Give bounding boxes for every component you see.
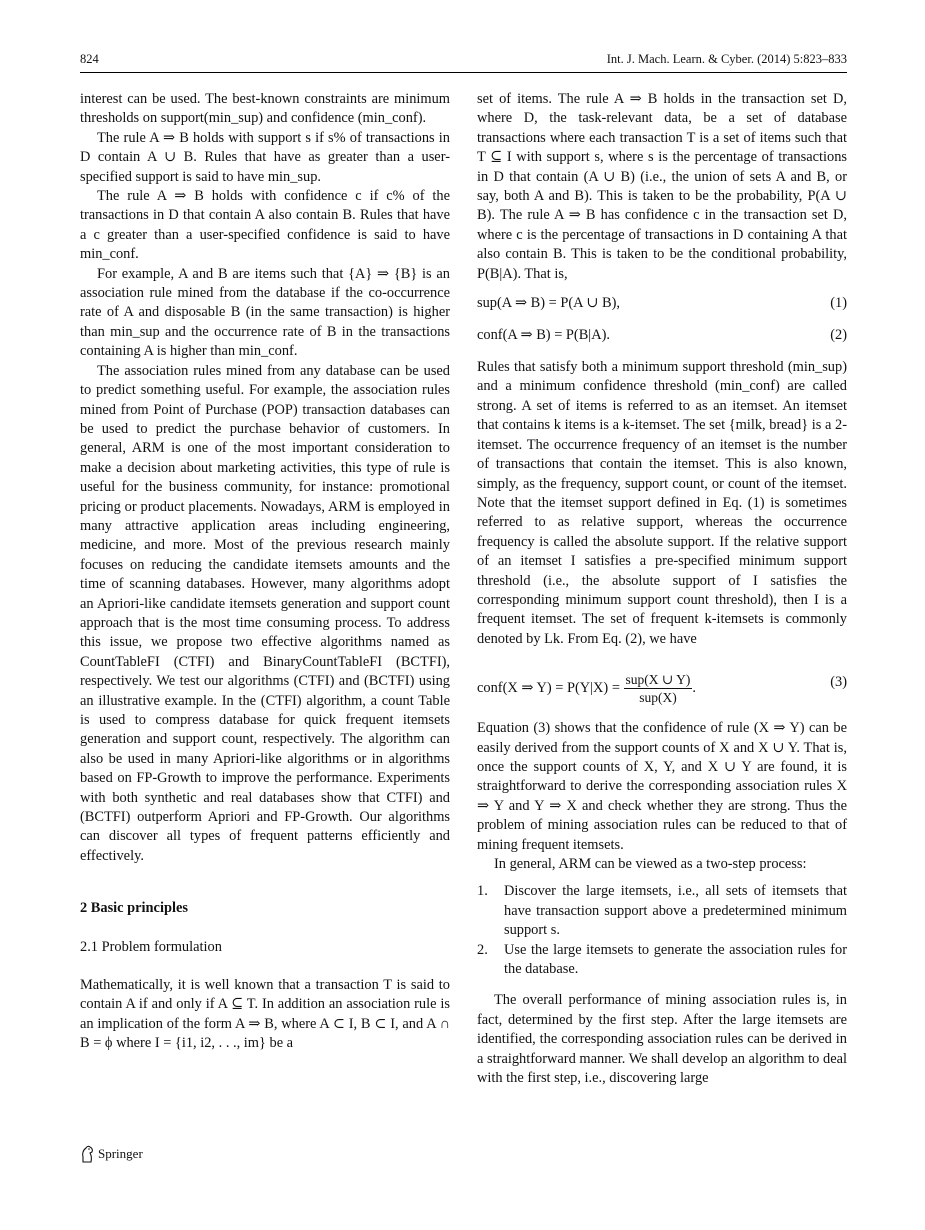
equation-2 xyxy=(477,324,847,348)
paragraph: The overall performance of mining association rules is, in fact, determined by the first step. After the large itemsets are identified, the corresponding association rules can be derived in a straightforward manner. We shall develop an algorithm to deal with the first step, i.e., discovering large xyxy=(477,992,847,1087)
paragraph: For example, A and B are items such that {A} ⇒ {B} is an association rule mined from the database if the co-occurrence rate of A and disposable B (in the same transaction) is higher than min_sup and the occurrence rate of B in the transactions containing A is higher than min_conf. xyxy=(80,265,450,360)
paragraph: Mathematically, it is well known that a transaction T is said to contain A if and only if A ⊆ T. In addition an association rule is an implication of the form A ⇒ B, where A ⊂ I, B ⊂ I, and A ∩ B = ϕ where I = {i1, i2, . . ., im} be a xyxy=(80,977,450,1052)
subsection-heading: 2.1 Problem formulation xyxy=(80,938,222,955)
paragraph: interest can be used. The best-known constraints are minimum thresholds on support(min_sup) and confidence (min_conf). xyxy=(80,91,450,127)
equation-number: (2) xyxy=(830,327,847,344)
list-item xyxy=(477,941,847,980)
page-number: 824 xyxy=(80,52,99,66)
equation-1 xyxy=(477,292,847,316)
list-number: 2. xyxy=(477,941,488,958)
equation-lhs: conf(X ⇒ Y) = P(Y|X) = xyxy=(477,679,620,696)
section-heading: 2 Basic principles xyxy=(80,900,188,917)
springer-knight-icon xyxy=(80,1145,95,1163)
paragraph: In general, ARM can be viewed as a two-step process: xyxy=(494,856,807,872)
page-footer xyxy=(80,1145,143,1163)
paragraph: The association rules mined from any database can be used to predict something useful. For example, the association rules mined from Point of Purchase (POP) transaction databases can be used to predict the purchase behavior of customers. In general, ARM is one of the most important consideration to make a decision about marketing activities, this type of rule is useful for the business community, for instance: promotional pricing or product placements. Nowadays, ARM is employed in many attractive application areas including engineering, medicine, and more. Most of the previous research mainly focuses on reducing the candidate itemsets amounts and the time of scanning databases. However, many algorithms adopt an Apriori-like candidate itemsets generation and support count approach that is the most time consuming process. To address this issue, we propose two effective algorithms named as CountTableFI (CTFI) and BinaryCountTableFI (BCTFI), respectively. We test our algorithms (CTFI) and (BCTFI) using an illustrative example. In the (CTFI) algorithm, a count Table is used to compress database for quick frequent itemsets generation and support count, respectively. The algorithm can also be used in many Apriori-like algorithms or in algorithms based on FP-Growth to improve the performance. Experiments with both synthetic and real databases show that CTFI) and (BCTFI) outperform Apriori and FP-Growth. Our algorithms can discover all types of frequent patterns efficiently and effectively. xyxy=(80,362,450,864)
equation-tail: . xyxy=(692,679,696,696)
equation-body: sup(A ⇒ B) = P(A ∪ B), xyxy=(477,295,620,312)
equation-body: conf(A ⇒ B) = P(B|A). xyxy=(477,327,610,344)
numbered-list xyxy=(477,882,847,979)
paragraph: Rules that satisfy both a minimum support threshold (min_sup) and a minimum confidence threshold (min_conf) are called strong. A set of items is referred to as an itemset. An itemset that contains k items is a k-itemset. The set {milk, bread} is a 2-itemset. The occurrence frequency of an itemset is the number of transactions that contain the itemset. This is also known, simply, as the frequency, support count, or count of the itemset. Note that the itemset support defined in Eq. (1) is sometimes referred to as relative support, whereas the occurrence frequency is called the absolute support. If the relative support of an itemset I satisfies a pre-specified minimum support threshold (i.e., the absolute support of I satisfies the corresponding minimum support count threshold), then I is a frequent itemset. The set of frequent k-itemsets is commonly denoted by Lk. From Eq. (2), we have xyxy=(477,359,847,647)
paragraph: Equation (3) shows that the confidence of rule (X ⇒ Y) can be easily derived from the support counts of X and X ∪ Y. That is, once the support counts of X, Y, and X ∪ Y are found, it is straightforward to derive the corresponding association rules X ⇒ Y and Y ⇒ X and check whether they are strong. Thus the problem of mining association rules can be reduced to that of mining frequent itemsets. xyxy=(477,720,847,853)
running-header xyxy=(80,52,847,73)
equation-3 xyxy=(477,659,847,711)
paragraph: The rule A ⇒ B holds with support s if s% of transactions in D contain A ∪ B. Rules that have as greater than a user-specified support is said to have min_sup. xyxy=(80,129,450,185)
equation-number: (1) xyxy=(830,295,847,312)
equation-body xyxy=(477,671,696,706)
list-item xyxy=(477,882,847,940)
right-column xyxy=(477,90,847,1088)
paragraph: The rule A ⇒ B holds with confidence c if c% of the transactions in D that contain A also contain B. Rules that have a c greater than a user-specified confidence is said to have min_conf. xyxy=(80,188,450,263)
list-text: Discover the large itemsets, i.e., all sets of itemsets that have transaction support above a predetermined minimum support s. xyxy=(504,883,847,939)
publisher-name: Springer xyxy=(98,1146,143,1161)
fraction-denominator: sup(X) xyxy=(639,690,677,706)
fraction xyxy=(624,671,693,706)
journal-citation: Int. J. Mach. Learn. & Cyber. (2014) 5:823–833 xyxy=(606,52,847,66)
left-column xyxy=(80,90,450,1054)
list-number: 1. xyxy=(477,883,488,900)
equation-number: (3) xyxy=(830,674,847,691)
fraction-numerator: sup(X ∪ Y) xyxy=(625,672,691,688)
paragraph: set of items. The rule A ⇒ B holds in the transaction set D, where D, the task-relevant data, be a set of database transactions where each transaction T is a set of items such that T ⊆ I with support s, where s is the percentage of transactions in D that contain (A ∪ B) (i.e., the union of sets A and B, or say, both A and B). This is taken to be the probability, P(A ∪ B). The rule A ⇒ B has confidence c in the transaction set D, where c is the percentage of transactions in D containing A that also contain B. This is taken to be the conditional probability, P(B|A). That is, xyxy=(477,91,847,282)
list-text: Use the large itemsets to generate the association rules for the database. xyxy=(504,941,847,978)
